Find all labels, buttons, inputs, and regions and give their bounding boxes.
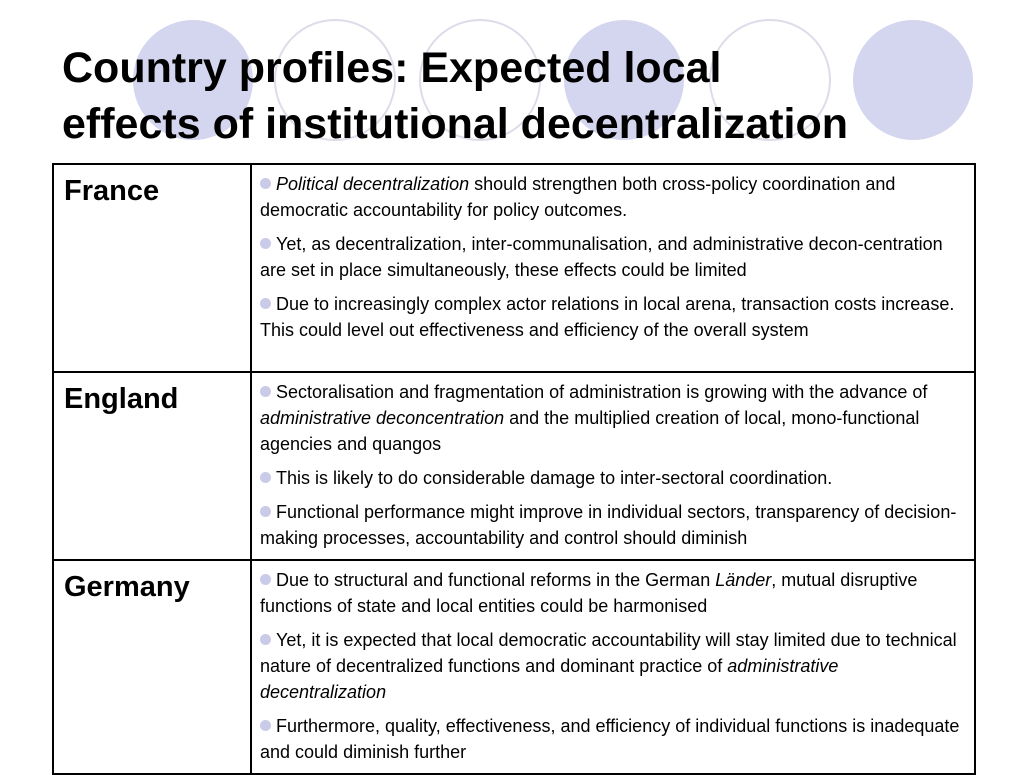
bullet-icon [260,178,271,189]
country-cell: Germany [53,560,251,774]
bullet-item [260,499,966,551]
country-cell: France [53,164,251,372]
bullet-item [260,291,966,343]
bullet-item [260,379,966,457]
bullet-text: Yet, it is expected that local democratic accountability will stay limited due to technical nature of decentralized functions and dominant practice of [260,630,957,676]
effects-cell [251,372,975,560]
slide-title [62,40,1002,152]
title-line-2: effects of institutional decentralization [62,100,849,148]
bullet-text: , mutual disruptive functions of state and local entities could be harmonised [260,570,918,616]
bullet-text: Functional performance might improve in individual sectors, transparency of decision-making processes, accountability and control should diminish [260,502,957,548]
bullet-italic-text: Political decentralization [276,174,470,194]
bullet-item [260,171,966,223]
effects-cell [251,164,975,372]
bullet-item [260,713,966,765]
bullet-text: Due to increasingly complex actor relations in local arena, transaction costs increase. This could level out effectiveness and efficiency of the overall system [260,294,955,340]
bullet-italic-text: administrative deconcentration [260,408,505,428]
bullet-text: and the multiplied creation of local, mono-functional agencies and quangos [260,408,920,454]
bullet-item [260,465,966,491]
bullet-item [260,231,966,283]
bullet-text: Furthermore, quality, effectiveness, and efficiency of individual functions is inadequate and could diminish further [260,716,960,762]
bullet-icon [260,634,271,645]
bullet-text: Due to structural and functional reforms in the German [276,570,716,590]
bullet-icon [260,298,271,309]
bullet-item [260,567,966,619]
bullet-text: This is likely to do considerable damage to inter-sectoral coordination. [276,468,833,488]
effects-cell [251,560,975,774]
bullet-icon [260,574,271,585]
bullet-icon [260,386,271,397]
country-profiles-table [52,163,976,775]
bullet-text: Yet, as decentralization, inter-communalisation, and administrative decon-centration are set in place simultaneously, these effects could be limited [260,234,943,280]
bullet-item [260,627,966,705]
bullet-icon [260,506,271,517]
bullet-italic-text: administrative decentralization [260,656,839,702]
bullet-icon [260,720,271,731]
bullet-text: should strengthen both cross-policy coordination and democratic accountability for policy outcomes. [260,174,896,220]
table-row-france [53,164,975,372]
title-line-1: Country profiles: Expected local [62,44,722,92]
bullet-icon [260,472,271,483]
bullet-italic-text: Länder [715,570,772,590]
bullet-icon [260,238,271,249]
country-cell: England [53,372,251,560]
table-row-germany [53,560,975,774]
table-row-england [53,372,975,560]
bullet-text: Sectoralisation and fragmentation of administration is growing with the advance of [276,382,928,402]
